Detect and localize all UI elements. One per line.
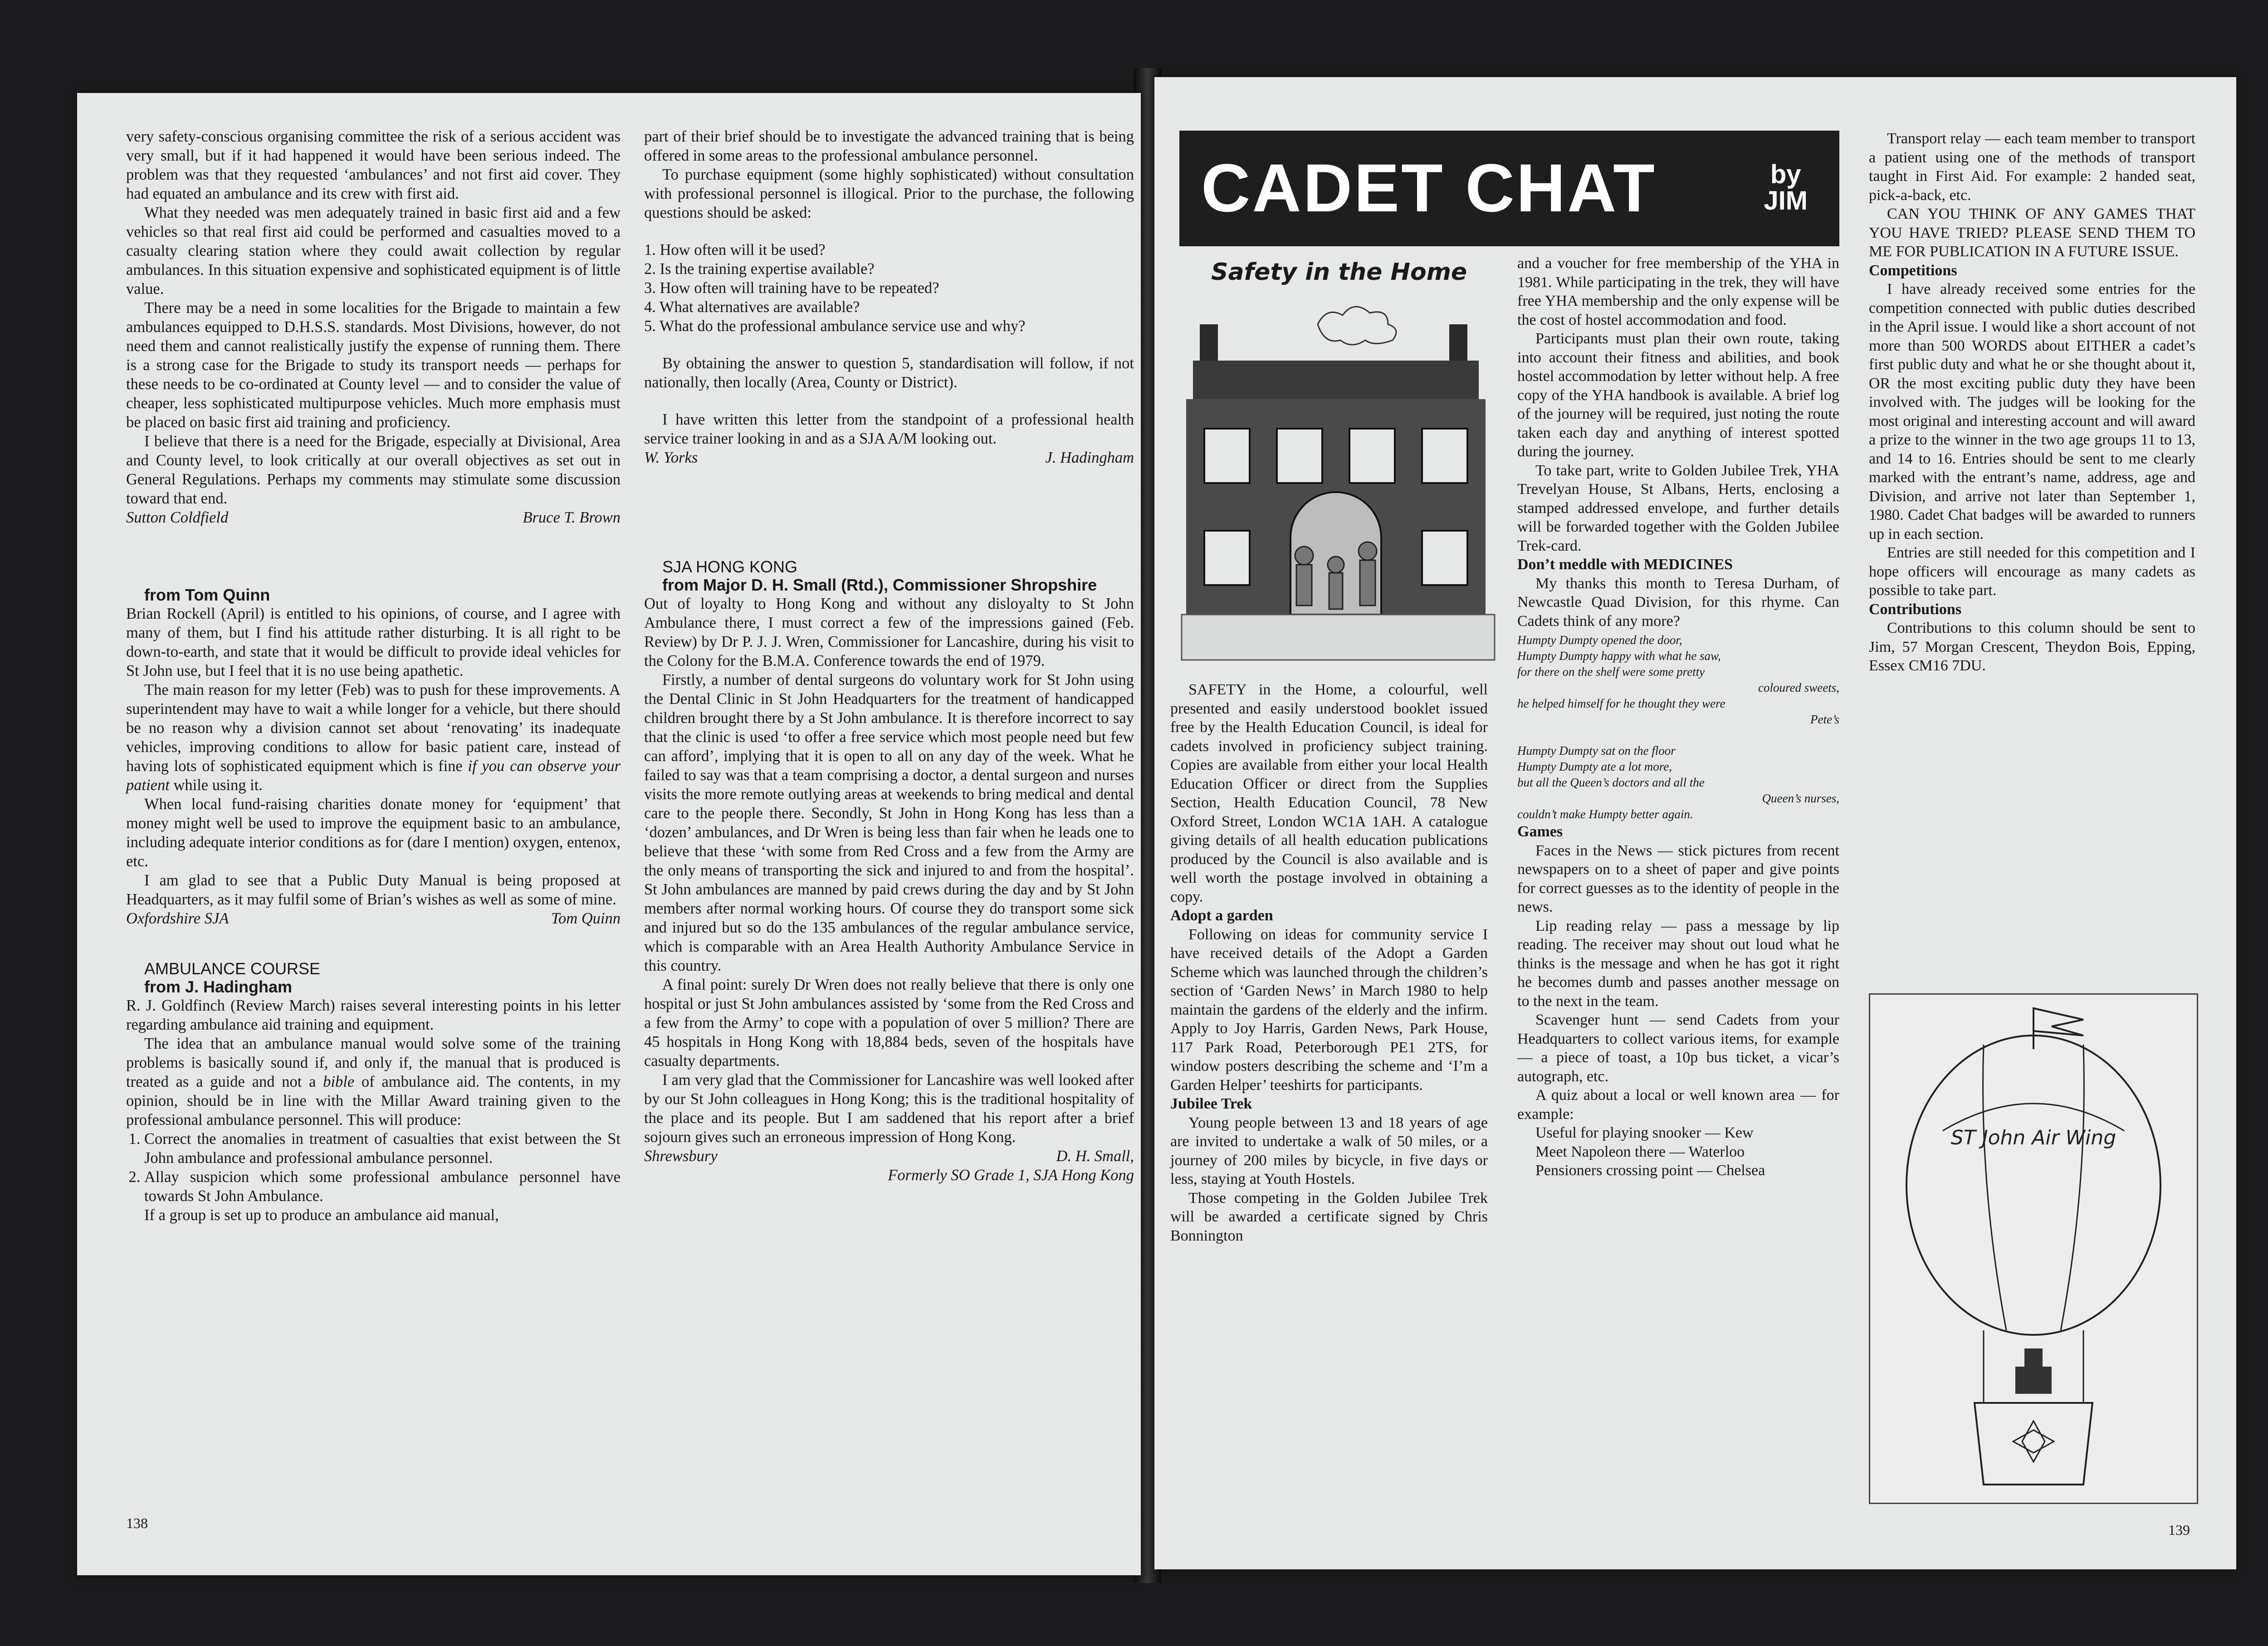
flag-icon [2033,1008,2083,1035]
paragraph: part of their brief should be to investigate the advanced training that is being offered in some areas to the professional ambulance personnel. [644,128,1134,164]
right-column-1 [1170,680,1488,1245]
paragraph: Young people between 13 and 18 years of age are invited to undertake a walk of 50 miles, or a journey of 200 miles by bicycle, in five days or less, staying at Youth Hostels. [1170,1114,1488,1187]
poem-line: couldn’t make Humpty better again. [1517,807,1693,821]
paragraph: There may be a need in some localities for the Brigade to maintain a few ambulances equipped to D.H.S.S. standards. Most Divisions, however, do not need them and cannot realistically justify the expense of running them. There is a strong case for the Brigade to study its transport needs — perhaps for these needs to be co-ordinated at County level — and to consider the value of cheaper, less sophisticated multipurpose vehicles. Much more emphasis must be placed on basic first aid training and proficiency. [126,299,621,431]
clouds [1318,307,1396,345]
paragraph: Firstly, a number of dental surgeons do voluntary work for St John using the Dental Clinic in St John Headquarters for the treatment of handicapped children brought there by a St John ambulance. It is therefore incorrect to say that the clinic is used ‘to offer a free service which most people need but few can afford’, implying that it is open to all on any day of the week. What he failed to say was that a team comprising a doctor, a dental surgeon and nurses visits the more remote outlying areas at weekends to bring medical and dental care to the people there. Secondly, St John in Hong Kong has less than a ‘dozen’ ambulances, and Dr Wren is being less than fair when he leads one to believe that these ‘with some from Red Cross and a few from the Army are the only means of transporting the sick and injured to and from the hospital’. St John ambulances are manned by paid crews during the day and by St John members after normal working hours. Of course they do transport some sick and injured but so do the 135 ambulances of the regular ambulance service, which is comparable with an Area Health Authority Ambulance Service in this country. [644,671,1134,974]
question-item: 5. What do the professional ambulance service use and why? [644,317,1026,335]
paragraph: Pensioners crossing point — Chelsea [1535,1162,1765,1179]
paragraph: I have already received some entries for the competition connected with public duties described in the April issue. I would like a short account of not more than 500 WORDS about EITHER a cadet’s first public duty and what he or she thought about it, OR the most exciting public duty they have been involved with. The judges will be looking for the most original and interesting account and will award a prize to the winner in the two age groups 11 to 13, and 14 to 16. Entries should be sent to me clearly marked with the entrant’s name, address, age and Division, and arrive not later than September 1, 1980. Cadet Chat badges will be awarded to runners up in each section. [1869,281,2195,542]
paragraph: To take part, write to Golden Jubilee Trek, YHA Trevelyan House, St Albans, Herts, enclosing a stamped addressed envelope, and further details will be forwarded together with the Golden Jubilee Trek-card. [1517,462,1839,554]
illustration-title: Safety in the Home [1211,259,1467,286]
banner-byline [1764,161,1808,214]
poem-line: Queen’s nurses, [1762,791,1839,805]
section-heading: Adopt a garden [1170,907,1273,924]
text-run: The main reason for my letter (Feb) was to push for these improvements. A superintendent may have to wait a while longer for a vehicle, but there should be no reason why a division cannot set about ‘renovating’ its inadequate vehicles, improving conditions to allow for basic patient care, instead of having lots of sophisticated equipment which is fine [126,681,621,775]
paragraph [126,680,621,795]
poem-line: Pete’s [1810,713,1839,726]
text-run: of ambulance aid. The contents, in my opinion, should be in line with the Millar Award training given to the professional ambulance personnel. This will produce: [126,1073,621,1128]
paragraph: My thanks this month to Teresa Durham, of Newcastle Quad Division, for this rhyme. Can Cadets think of any more? [1517,575,1839,630]
poem-line: Humpty Dumpty ate a lot more, [1517,760,1672,773]
letter-heading: from Tom Quinn [144,586,270,604]
banner-title: CADET CHAT [1201,150,1657,226]
poem-stanza [1517,632,1839,728]
poem-line: Humpty Dumpty opened the door, [1517,633,1682,647]
signature-place: W. Yorks [644,449,698,466]
banner-by: by [1770,160,1801,189]
poem-stanza [1517,743,1839,822]
letter-heading: from J. Hadingham [144,977,293,996]
numbered-list [126,1129,621,1206]
paragraph: I am very glad that the Commissioner for Lancashire was well looked after by our St John colleagues in Hong Kong; this is the traditional hospitality of the place and its people. But I am saddened that his report after a brief sojourn gives such an erroneous impression of Hong Kong. [644,1071,1134,1146]
balloon-illustration-frame [1869,993,2198,1504]
poem-line: but all the Queen’s doctors and all the [1517,776,1705,789]
signature-title: Formerly SO Grade 1, SJA Hong Kong [888,1167,1134,1184]
section-heading: AMBULANCE COURSE [144,959,321,978]
paragraph: I have written this letter from the standpoint of a professional health service trainer looking in and as a SJA A/M looking out. [644,411,1134,447]
signature-name: Bruce T. Brown [523,509,621,526]
paragraph: and a voucher for free membership of the YHA in 1981. While participating in the trek, they will have free YHA membership and the only expense will be the cost of hostel accommodation and food. [1517,255,1839,328]
poem-line: coloured sweets, [1758,681,1839,694]
signature [126,909,621,928]
left-column-2 [644,127,1134,1185]
paragraph: What they needed was men adequately trained in basic first aid and a few vehicles so that real first aid could be performed and casualties moved to a casualty clearing station where they could await collection by regular ambulances. In this situation expensive and sophisticated equipment is of little value. [126,204,621,298]
question-list [644,240,1134,336]
paragraph: Following on ideas for community service I have received details of the Adopt a Garden Scheme which was launched through the children’s section of ‘Garden News’ in March 1980 to help maintain the gardens of the elderly and the infirm. Apply to Joy Harris, Garden News, Park House, 117 Park Road, Peterborough PE1 2TS, for window posters describing the scheme and ‘I’m a Garden Helper’ teeshirts for participants. [1170,926,1488,1094]
section-heading: Contributions [1869,601,1962,618]
question-item: 2. Is the training expertise available? [644,260,875,278]
paragraph: Scavenger hunt — send Cadets from your Headquarters to collect various items, for example — a piece of toast, a 10p bus ticket, a vicar’s autograph, etc. [1517,1011,1839,1085]
signature-name: Tom Quinn [551,910,621,927]
signature-place: Shrewsbury [644,1148,718,1165]
poem-line: Humpty Dumpty happy with what he saw, [1517,649,1721,663]
signature [644,448,1134,467]
banner-author: JIM [1764,186,1808,215]
paragraph: Contributions to this column should be sent to Jim, 57 Morgan Crescent, Theydon Bois, Epping, Essex CM16 7DU. [1869,620,2195,674]
paragraph: Lip reading relay — pass a message by lip reading. The receiver may shout out loud what he thinks is the message and when he has got it right he becomes dumb and passes another message on to the next in the team. [1517,917,1839,1010]
left-column-1 [126,127,621,1225]
paragraph: Out of loyalty to Hong Kong and without any disloyalty to St John Ambulance there, I must correct a few of the impressions gained (Feb. Review) by Dr P. J. J. Wren, Commissioner for Lancashire, during his visit to the Colony for the B.M.A. Conference towards the end of 1979. [644,595,1134,669]
ground [1182,615,1495,660]
list-item: 1. Correct the anomalies in treatment of casualties that exist between the St John ambulance and professional ambulance personnel. [144,1129,621,1167]
letter-heading: from Major D. H. Small (Rtd.), Commissioner Shropshire [662,576,1097,594]
question-item: 3. How often will training have to be repeated? [644,279,939,297]
balloon-envelope [1906,1035,2160,1335]
question-item: 1. How often will it be used? [644,241,826,259]
question-item: 4. What alternatives are available? [644,298,860,316]
paragraph: R. J. Goldfinch (Review March) raises several interesting points in his letter regarding ambulance aid training and equipment. [126,997,621,1033]
roof [1193,361,1479,401]
chimney-right [1449,324,1467,365]
paragraph: I believe that there is a need for the Brigade, especially at Divisional, Area and County level, to look critically at our overall objectives as set out in General Regulations. Perhaps my comments may stimulate some discussion toward that end. [126,433,621,507]
paragraph: Useful for playing snooker — Kew [1535,1124,1754,1141]
text-run: The idea that an ambulance manual would solve some of the training problems is basically sound if, and only if, the manual that is produced is treated as a guide and not a [126,1035,621,1090]
section-heading: Competitions [1869,262,1957,279]
signature-name: D. H. Small, [1056,1148,1134,1165]
page-number-right: 139 [2168,1522,2190,1538]
paragraph: Transport relay — each team member to transport a patient using one of the methods of transport taught in First Aid. For example: 2 handed seat, pick-a-back, etc. [1869,130,2195,204]
paragraph: Brian Rockell (April) is entitled to his opinions, of course, and I agree with many of them, but I find his attitude rather disturbing. It is all right to be down-to-earth, and state that it would be difficult to provide ideal vehicles for St John use, but I feel that it is no use being apathetic. [126,605,621,679]
section-heading: Don’t meddle with MEDICINES [1517,556,1733,573]
section-heading: Jubilee Trek [1170,1095,1252,1112]
page-number-left: 138 [126,1515,148,1531]
paragraph: Participants must plan their own route, taking into account their fitness and abilities, and book hostel accommodation by letter without help. A free copy of the YHA handbook is available. A brief log of the journey will be required, just noting the route taken each day and anything of interest spotted during the journey. [1517,330,1839,460]
paragraph: CAN YOU THINK OF ANY GAMES THAT YOU HAVE TRIED? PLEASE SEND THEM TO ME FOR PUBLICATION IN A FUTURE ISSUE. [1869,205,2195,260]
right-column-2 [1517,254,1839,1180]
bottle-icon [2015,1348,2052,1394]
paragraph: A quiz about a local or well known area — for example: [1517,1087,1839,1123]
poem-line: he helped himself for he thought they were [1517,697,1725,710]
right-column-3 [1869,129,2195,675]
poem-line: Humpty Dumpty sat on the floor [1517,744,1676,757]
house-illustration [1168,283,1504,687]
paragraph: SAFETY in the Home, a colourful, well presented and easily understood booklet issued free by the Health Education Council, is ideal for cadets involved in proficiency subject training. Copies are available from either your local Health Education Officer or direct from the Supplies Section, Health Education Council, 78 New Oxford Street, London WC1A 1AH. A catalogue giving details of all health education publications produced by the Council is also available and is well worth the postage involved in obtaining a copy. [1170,681,1488,905]
paragraph: Entries are still needed for this competition and I hope officers will encourage as many cadets as possible to take part. [1869,544,2195,599]
paragraph: Faces in the News — stick pictures from recent newspapers on to a sheet of paper and give points for correct guesses as to the identity of people in the news. [1517,842,1839,915]
section-heading: SJA HONG KONG [662,557,798,576]
paragraph: If a group is set up to produce an ambulance aid manual, [144,1206,499,1224]
paragraph: A final point: surely Dr Wren does not really believe that there is only one hospital or just St John ambulances assisted by ‘some from the Red Cross and a few from the Army’ to cope with a population of over 5 million? There are 45 hospitals in Hong Kong with 18,884 beds, seven of the hospitals have casualty departments. [644,976,1134,1070]
paragraph: When local fund-raising charities donate money for ‘equipment’ that money might well be used to improve the equipment basic to an ambulance, including adequate interior conditions as for (dare I mention) oxygen, entenox, etc. [126,796,621,870]
list-item: 2. Allay suspicion which some professional ambulance personnel have towards St John Ambulance. [144,1167,621,1206]
paragraph [126,1034,621,1129]
chimney-left [1200,324,1218,365]
maltese-cross-icon [2013,1421,2054,1462]
signature-place: Oxfordshire SJA [126,910,229,927]
balloon-lettering: ST John Air Wing [1950,1126,2116,1149]
emphasis: bible [323,1073,355,1090]
signature-place: Sutton Coldfield [126,509,229,526]
paragraph: By obtaining the answer to question 5, standardisation will follow, if not nationally, then locally (Area, County or District). [644,355,1134,391]
hot-air-balloon-illustration [1870,995,2197,1503]
emphasis: if you can observe your patient [126,757,621,794]
signature-name: J. Hadingham [1045,449,1134,466]
signature [644,1147,1134,1166]
basket [1975,1403,2092,1485]
section-heading: Games [1517,823,1563,840]
paragraph: I am glad to see that a Public Duty Manual is being proposed at Headquarters, as it may fulfil some of Brian’s wishes as well as some of mine. [126,872,621,908]
paragraph: Meet Napoleon there — Waterloo [1535,1143,1745,1160]
paragraph: Those competing in the Golden Jubilee Trek will be awarded a certificate signed by Chris Bonnington [1170,1189,1488,1244]
poem-line: for there on the shelf were some pretty [1517,665,1705,679]
paragraph: To purchase equipment (some highly sophisticated) without consultation with professional personnel is illogical. Prior to the purchase, the following questions should be asked: [644,166,1134,221]
cadet-chat-banner [1179,131,1839,246]
signature [126,508,621,527]
paragraph: very safety-conscious organising committee the risk of a serious accident was very small, but if it had happened it would have been serious indeed. The problem was that they requested ‘ambulances’ and not first aid cover. They had equated an ambulance and its crew with first aid. [126,128,621,202]
text-run: while using it. [169,777,263,794]
